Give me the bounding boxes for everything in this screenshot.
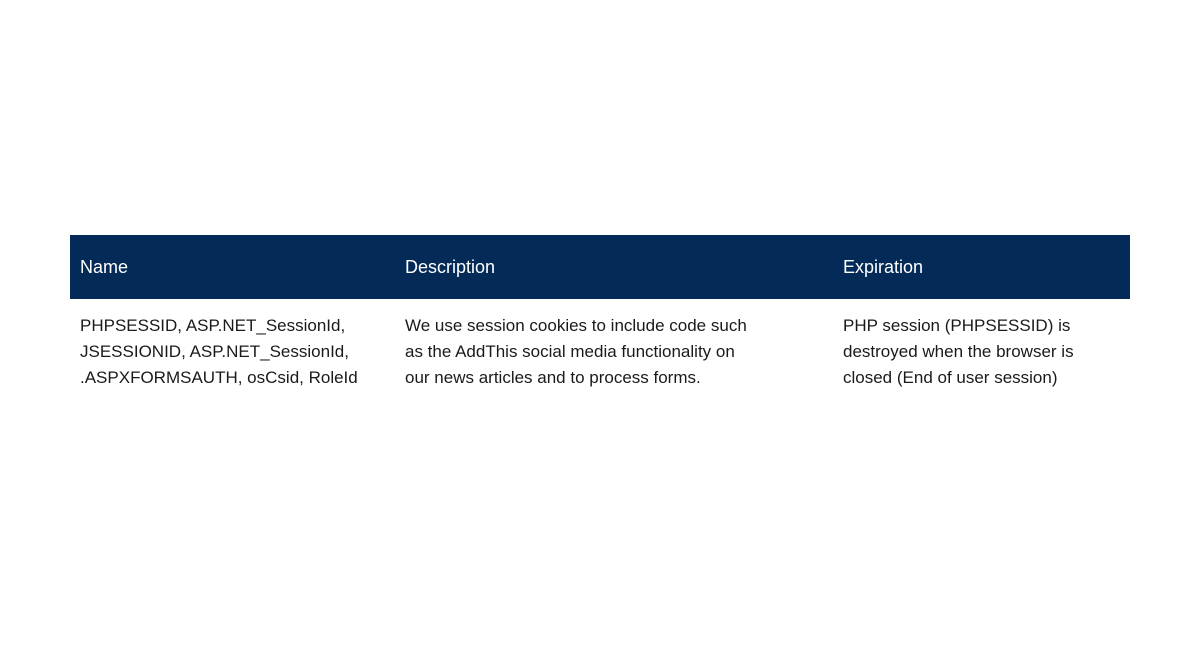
column-header-name: Name — [80, 256, 129, 277]
cell-expiration — [833, 299, 1130, 391]
column-header-description: Description — [405, 256, 496, 277]
cell-description — [395, 299, 833, 391]
cookie-table — [70, 235, 1130, 391]
table-header — [70, 235, 1130, 299]
header-row — [70, 235, 1130, 299]
cookie-names-text: PHPSESSID, ASP.NET_SessionId, JSESSIONID, ASP.NET_SessionId, .ASPXFORMSAUTH, osCsid, RoleId — [80, 316, 358, 387]
column-header-expiration: Expiration — [843, 256, 924, 277]
cookie-description-text: We use session cookies to include code such as the AddThis social media functionality on our news articles and to process forms. — [405, 316, 747, 387]
cookie-expiration-text: PHP session (PHPSESSID) is destroyed when the browser is closed (End of user session) — [843, 316, 1074, 387]
table-body — [70, 299, 1130, 391]
table-row — [70, 299, 1130, 391]
cell-name — [70, 299, 395, 391]
